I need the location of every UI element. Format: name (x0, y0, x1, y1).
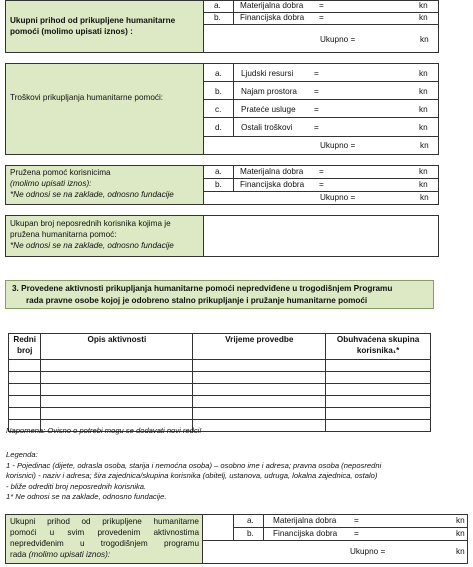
table-row[interactable] (9, 408, 431, 420)
table-row[interactable] (9, 396, 431, 408)
ostali-troskovi-label: Ostali troškovi (241, 123, 293, 132)
col-vrijeme-provedbe: Vrijeme provedbe (193, 334, 326, 360)
activity-table (8, 333, 431, 432)
legend: Legenda: 1 - Pojedinac (dijete, odrasla osoba, starija i nemoćna osoba) – osobno ime i adresa; pravna osoba (neposredni korisnici) - naziv i adresa; šira zajednica/skupina korisnika (obitelj, ustanova, udruga, lokalna zajednica, ostalo) - bliže odrediti broj neposrednih korisnika. 1* Ne odnosi se na zaklade, odnosno fundacije. (6, 450, 382, 501)
unplanned-income-label: Ukupni prihod od prikupljene humanitarne pomoći u svim provedenim aktivnostima nepredviđenim u trogodišnjem programu rada (molimo upisati iznos): (6, 515, 202, 563)
beneficiaries-count-field[interactable] (204, 216, 438, 256)
unplanned-income-total-label: Ukupno = (350, 547, 386, 556)
section-3-heading: 3. Provedene aktivnosti prikupljanja humanitarne pomoći nepredviđene u trogodišnjem Programu rada pravne osobe kojoj je odobreno stalno prikupljanje i pružanje humanitarne pomoći (5, 280, 434, 309)
table-row[interactable] (9, 384, 431, 396)
col-obuhvacena-skupina: Obuhvaćena skupina korisnika₁* (326, 334, 431, 360)
col-opis-aktivnosti: Opis aktivnosti (41, 334, 193, 360)
note-text: Napomena: Ovisno o potrebi mogu se dodavati novi redci! (6, 426, 202, 435)
beneficiaries-label: Ukupan broj neposrednih korisnika kojima je pružena humanitarna pomoć: *Ne odnosi se na zaklade, odnosno fundacije (6, 216, 203, 256)
table-row[interactable] (9, 372, 431, 384)
costs-rows: a. Ljudski resursi = kn b. Najam prostora = kn c. Prateće usluge = kn d. Ostali troškovi = kn (215, 69, 428, 132)
table-row[interactable] (9, 360, 431, 372)
pratece-usluge-label: Prateće usluge (241, 105, 296, 114)
provided-aid-label: Pružena pomoć korisnicima (molimo upisati iznos): *Ne odnosi se na zaklade, odnosno fundacije (6, 166, 203, 204)
income-label: Ukupni prihod od prikupljene humanitarne pomoći (molimo upisati iznos) : (6, 1, 203, 52)
provided-aid-rows: a. Materijalna dobra = kn b. Financijska dobra = kn (215, 167, 428, 189)
income-rows: a. Materijalna dobra = kn b. Financijska dobra = kn (214, 1, 428, 22)
financijska-dobra-label: Financijska dobra (240, 13, 305, 22)
ljudski-resursi-label: Ljudski resursi (241, 69, 294, 78)
najam-prostora-label: Najam prostora (241, 87, 297, 96)
unplanned-income-rows: a. Materijalna dobra = kn b. Financijska dobra = kn (247, 516, 465, 538)
materijalna-dobra-label: Materijalna dobra (240, 1, 304, 10)
costs-total-label: Ukupno = (320, 141, 356, 150)
costs-label: Troškovi prikupljanja humanitarne pomoći: (6, 64, 203, 154)
provided-aid-total-label: Ukupno = (320, 193, 356, 202)
col-redni-broj: Redni broj (9, 334, 41, 360)
income-total-label: Ukupno = (320, 35, 356, 44)
